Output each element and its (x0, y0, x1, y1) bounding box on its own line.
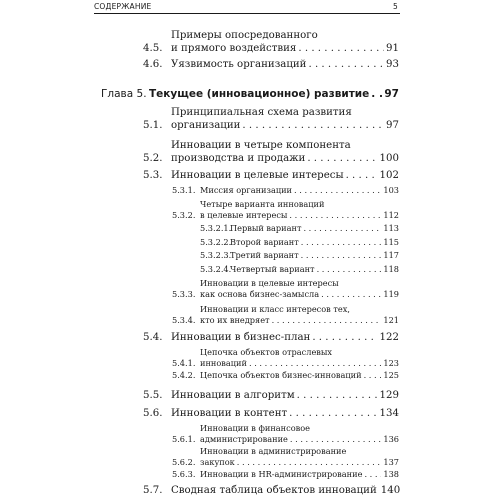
toc-entry-number: 5.3.2.3. (200, 250, 232, 260)
toc-entry-page: 115 (383, 237, 399, 247)
toc-leader-dots (317, 264, 382, 275)
toc-leader-dots (242, 119, 384, 132)
toc-entry-title-line: закупок (200, 457, 235, 467)
toc-entry-page: 121 (383, 315, 399, 325)
running-header-title: СОДЕРЖАНИЕ (94, 2, 152, 11)
toc-leader-dots (321, 289, 381, 300)
toc-entry-number: 5.6.2. (172, 457, 196, 467)
toc-leader-dots (307, 152, 377, 165)
toc-entry-number: 5.1. (143, 120, 163, 131)
toc-entry-5-6[interactable] (143, 407, 399, 420)
toc-leader-dots (364, 469, 381, 480)
toc-leader-dots (298, 42, 384, 55)
toc-entry-5-7[interactable] (143, 484, 399, 497)
toc-leader-dots (297, 389, 378, 402)
toc-entry-5-5[interactable] (143, 389, 399, 402)
toc-entry-5-3-1[interactable] (172, 185, 399, 196)
toc-entry-page: 102 (379, 170, 399, 181)
toc-entry-5-3-2-2[interactable] (200, 237, 399, 248)
toc-entry-5-2[interactable] (143, 139, 399, 165)
toc-entry-title-line: Уязвимость организаций (171, 59, 307, 70)
toc-entry-title-line: Второй вариант (230, 237, 299, 247)
toc-entry-title-line: производства и продажи (171, 153, 306, 164)
toc-entry-5-3-2[interactable] (172, 199, 399, 221)
toc-entry-5-3-2-4[interactable] (200, 264, 399, 275)
toc-entry-title-line: Четыре варианта инноваций (200, 199, 325, 209)
toc-entry-number: 5.3. (143, 170, 163, 181)
toc-entry-number: 5.4. (143, 332, 163, 343)
toc-entry-5-6-1[interactable] (172, 423, 399, 445)
toc-leader-dots (272, 315, 382, 326)
toc-entry-title-line: инноваций (200, 358, 247, 368)
toc-entry-page: 113 (383, 223, 399, 233)
toc-entry-title-line: как основа бизнес-замысла (200, 289, 320, 299)
toc-entry-5-4-1[interactable] (172, 347, 399, 369)
toc-entry-title-line: Четвертый вариант (230, 264, 315, 274)
toc-entry-title-line: Инновации в целевые интересы (200, 278, 339, 288)
toc-entry-title-line: Принципиальная схема развития (171, 107, 352, 118)
toc-entry-page: 125 (383, 370, 399, 380)
toc-entry-number: 5.3.4. (172, 315, 196, 325)
toc-leader-dots (364, 370, 382, 381)
toc-entry-number: 5.2. (143, 153, 163, 164)
toc-leader-dots (289, 407, 377, 420)
running-header-page-number: 5 (393, 2, 398, 11)
toc-entry-page: 118 (383, 264, 399, 274)
toc-entry-title-line: Инновации в HR-администрирование (200, 469, 363, 479)
toc-entry-title-line: Инновации в целевые интересы (171, 170, 344, 181)
toc-entry-page: 91 (386, 43, 399, 54)
toc-entry-page: 100 (379, 153, 399, 164)
running-header (94, 2, 400, 14)
toc-leader-dots (371, 88, 382, 100)
toc-entry-4-6[interactable] (143, 58, 399, 71)
toc-entry-5-4-2[interactable] (172, 370, 399, 381)
toc-entry-title-line: Инновации в бизнес-план (171, 332, 311, 343)
toc-entry-page: 117 (383, 250, 399, 260)
toc-entry-page: 138 (383, 469, 399, 479)
toc-entry-page: 119 (383, 289, 399, 299)
toc-entry-5-3[interactable] (143, 169, 399, 182)
toc-entry-title-line: и прямого воздействия (171, 43, 297, 54)
toc-leader-dots (312, 331, 377, 344)
toc-leader-dots (289, 210, 381, 221)
toc-entry-title-line: Цепочка объектов отраслевых (200, 347, 333, 357)
toc-entry-page: 136 (383, 434, 399, 444)
toc-entry-page: 112 (383, 210, 399, 220)
toc-entry-number: 4.6. (143, 59, 163, 70)
toc-entry-title-line: Инновации в контент (171, 408, 288, 419)
toc-entry-5-6-2[interactable] (172, 446, 399, 468)
toc-entry-number: 5.3.1. (172, 185, 196, 195)
toc-entry-page: 137 (383, 457, 399, 467)
toc-chapter-title: Текущее (инновационное) развитие (149, 88, 370, 100)
toc-leader-dots (346, 169, 378, 182)
toc-leader-dots (308, 58, 384, 71)
toc-chapter-number: Глава 5. (101, 88, 147, 100)
toc-entry-page: 140 (380, 485, 401, 496)
toc-leader-dots (290, 434, 381, 445)
toc-entry-number: 5.5. (143, 390, 163, 401)
toc-entry-5-6-3[interactable] (172, 469, 399, 480)
toc-entry-4-5[interactable] (143, 29, 399, 55)
toc-entry-title-line: в целевые интересы (200, 210, 288, 220)
toc-entry-number: 5.3.2.1. (200, 223, 232, 233)
toc-entry-5-4[interactable] (143, 331, 399, 344)
toc-entry-title-line: Инновации в финансовое (200, 423, 311, 433)
toc-entry-5-3-2-1[interactable] (200, 223, 399, 234)
toc-entry-title-line: Сводная таблица объектов инноваций (171, 485, 377, 496)
toc-leader-dots (294, 185, 381, 196)
toc-entry-page: 93 (386, 59, 399, 70)
toc-entry-page: 103 (383, 185, 399, 195)
toc-entry-number: 5.4.1. (172, 358, 196, 368)
toc-entry-title-line: Первый вариант (230, 223, 302, 233)
toc-entry-title-line: Инновации в алгоритм (171, 390, 295, 401)
toc-entry-number: 4.5. (143, 43, 163, 54)
toc-entry-number: 5.3.3. (172, 289, 196, 299)
toc-entry-page: 122 (379, 332, 399, 343)
toc-entry-title-line: администрирование (200, 434, 288, 444)
toc-entry-5-3-3[interactable] (172, 278, 399, 300)
toc-leader-dots (303, 223, 381, 234)
toc-entry-page: 134 (379, 408, 399, 419)
toc-leader-dots (301, 250, 382, 261)
toc-entry-page: 97 (386, 120, 399, 131)
toc-entry-title-line: Миссия организации (200, 185, 293, 195)
toc-entry-title-line: Третий вариант (230, 250, 299, 260)
toc-entry-5-3-4[interactable] (172, 304, 399, 326)
toc-entry-title-line: кто их внедряет (200, 315, 270, 325)
toc-entry-number: 5.7. (143, 485, 163, 496)
toc-entry-title-line: организации (171, 120, 241, 131)
toc-entry-title-line: Инновации и класс интересов тех, (200, 304, 350, 314)
toc-entry-number: 5.6. (143, 408, 163, 419)
toc-entry-5-1[interactable] (143, 106, 399, 132)
toc-entry-number: 5.3.2.4. (200, 264, 232, 274)
toc-entry-number: 5.6.1. (172, 434, 196, 444)
toc-entry-page: 129 (379, 390, 399, 401)
toc-entry-page: 123 (383, 358, 399, 368)
toc-entry-number: 5.6.3. (172, 469, 196, 479)
toc-entry-number: 5.3.2. (172, 210, 196, 220)
toc-entry-page: 97 (384, 88, 399, 100)
toc-leader-dots (237, 457, 382, 468)
toc-entry-5-3-2-3[interactable] (200, 250, 399, 261)
toc-entry-number: 5.3.2.2. (200, 237, 232, 247)
toc-leader-dots (301, 237, 382, 248)
toc-entry-title-line: Инновации в четыре компонента (171, 140, 351, 151)
toc-entry-number: 5.4.2. (172, 370, 196, 380)
toc-entry-title-line: Цепочка объектов бизнес-инноваций (200, 370, 362, 380)
toc-entry-title-line: Инновации в администрирование (200, 446, 347, 456)
toc-leader-dots (249, 358, 381, 369)
toc-chapter-5[interactable] (101, 88, 399, 100)
toc-entry-title-line: Примеры опосредованного (171, 30, 318, 41)
